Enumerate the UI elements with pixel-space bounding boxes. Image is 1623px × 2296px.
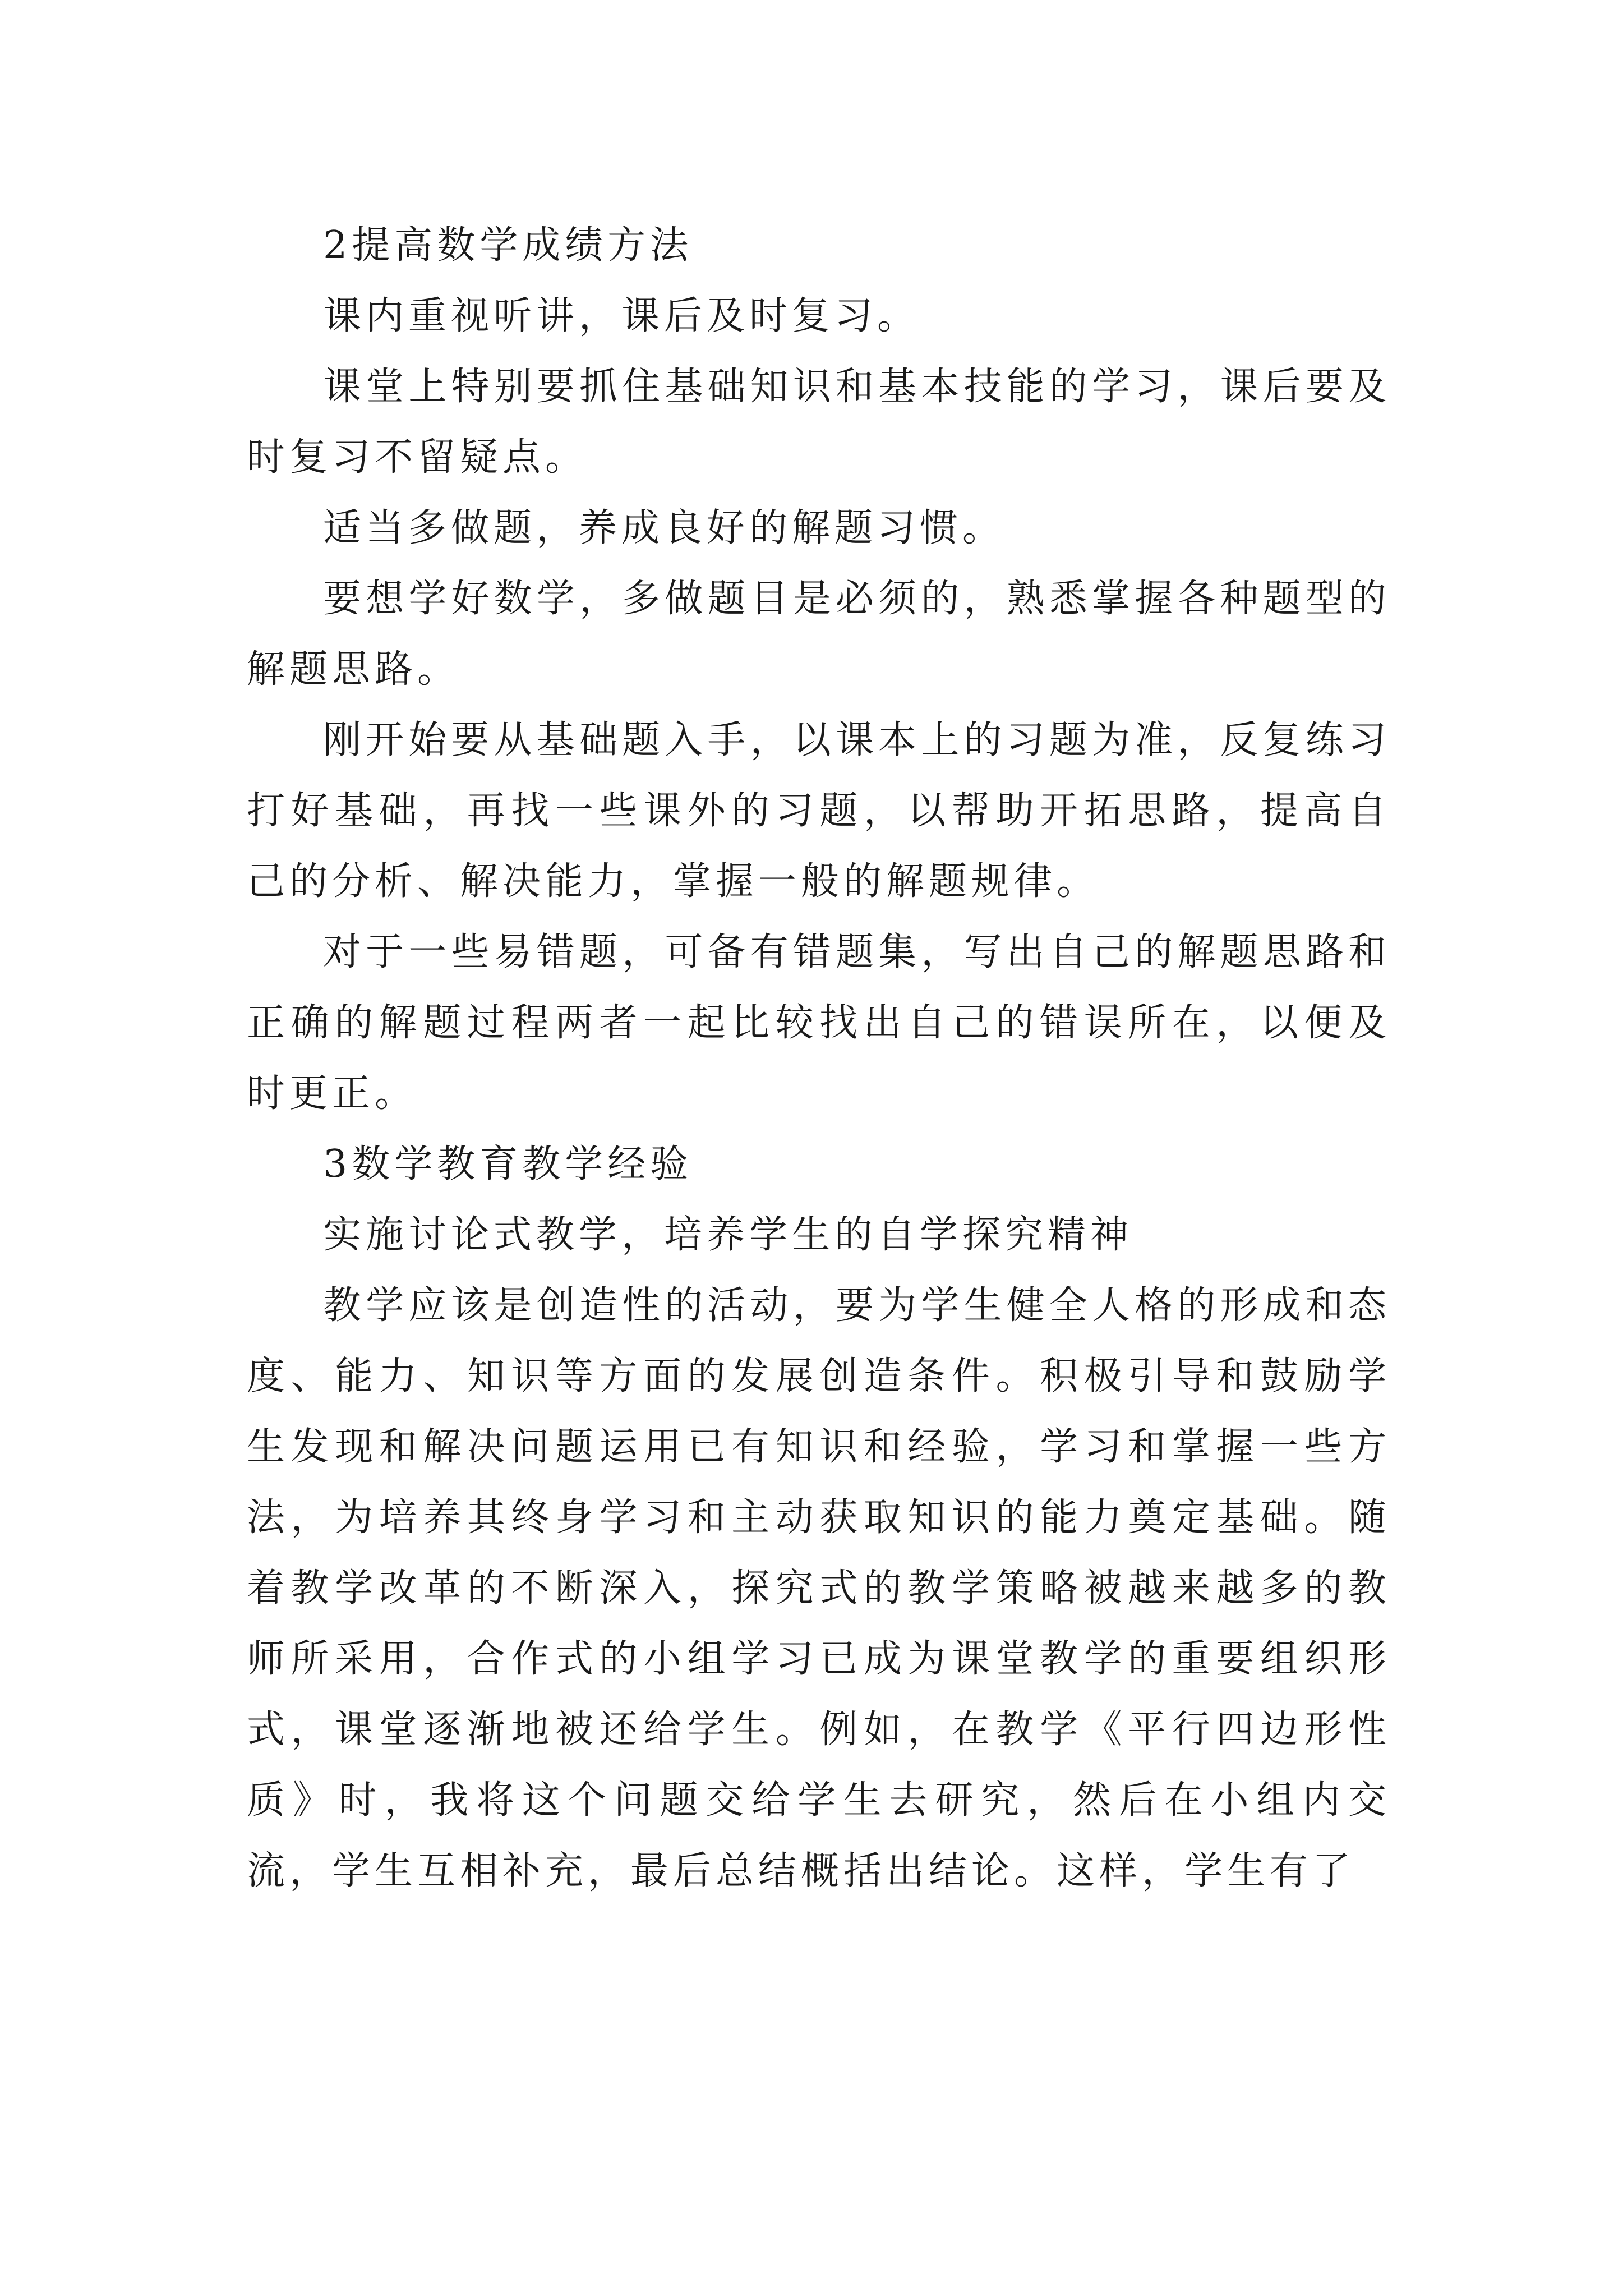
paragraph: 教学应该是创造性的活动，要为学生健全人格的形成和态度、能力、知识等方面的发展创造条件。积极引导和鼓励学生发现和解决问题运用已有知识和经验，学习和掌握一些方法，为培养其终身学习和主动获取知识的能力奠定基础。随着教学改革的不断深入，探究式的教学策略被越来越多的教师所采用，合作式的小组学习已成为课堂教学的重要组织形式，课堂逐渐地被还给学生。例如，在教学《平行四边形性质》时，我将这个问题交给学生去研究，然后在小组内交流，学生互相补充，最后总结概括出结论。这样，学生有了 bbox=[247, 1283, 1391, 1893]
paragraph: 对于一些易错题，可备有错题集，写出自己的解题思路和正确的解题过程两者一起比较找出自己的错误所在，以便及时更正。 bbox=[247, 930, 1391, 1116]
paragraph: 课堂上特别要抓住基础知识和基本技能的学习，课后要及时复习不留疑点。 bbox=[247, 365, 1391, 480]
section-heading-3: 3数学教育教学经验 bbox=[323, 1142, 693, 1186]
document-body bbox=[247, 210, 1391, 1907]
paragraph: 适当多做题，养成良好的解题习惯。 bbox=[323, 506, 1006, 550]
paragraph: 刚开始要从基础题入手，以课本上的习题为准，反复练习打好基础，再找一些课外的习题，以帮助开拓思路，提高自己的分析、解决能力，掌握一般的解题规律。 bbox=[247, 718, 1391, 904]
section-heading-2: 2提高数学成绩方法 bbox=[323, 223, 693, 268]
paragraph: 课内重视听讲，课后及时复习。 bbox=[323, 294, 920, 338]
paragraph: 要想学好数学，多做题目是必须的，熟悉掌握各种题型的解题思路。 bbox=[247, 577, 1391, 692]
paragraph: 实施讨论式教学，培养学生的自学探究精神 bbox=[323, 1213, 1133, 1257]
